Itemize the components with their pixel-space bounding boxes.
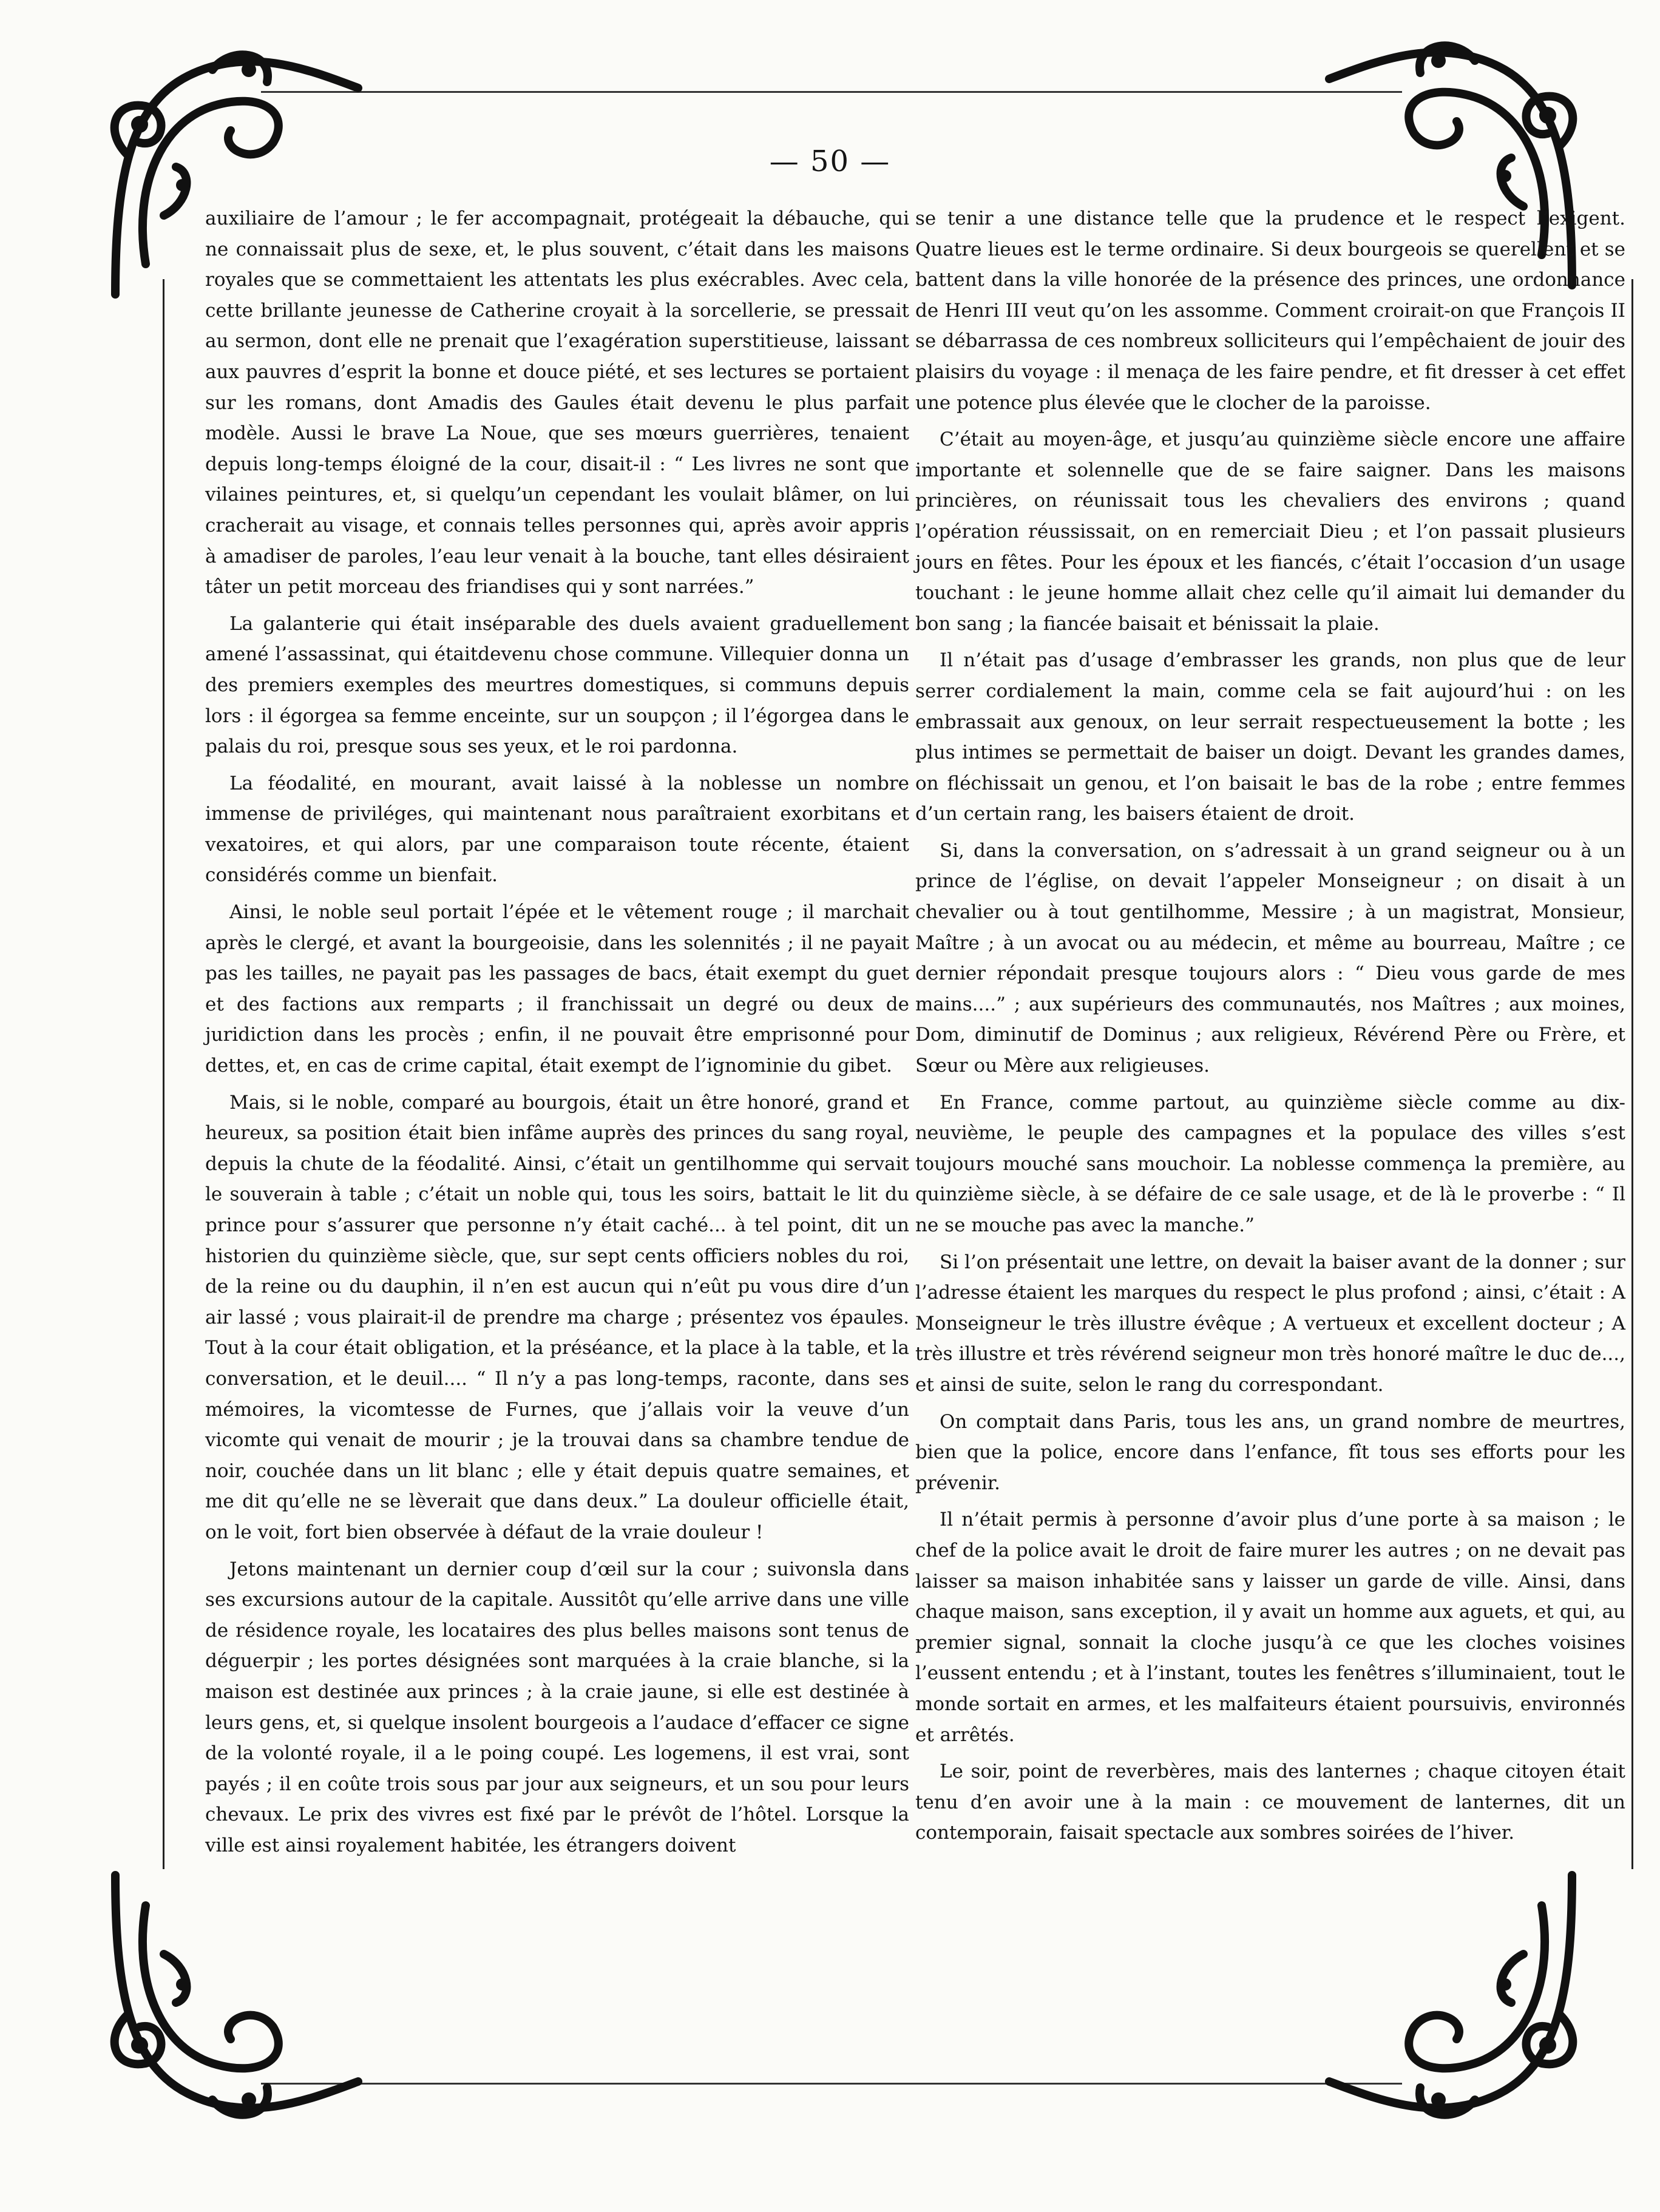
bottom-border-line <box>261 2083 1402 2085</box>
page-number: — 50 — <box>769 144 891 178</box>
paragraph: C’était au moyen-âge, et jusqu’au quinzième siècle encore une affaire importante et solennelle que de se faire saigner. Dans les maisons princières, on réunissait tous les chevaliers des environs ; quand l’opération réussissait, on en remerciait Dieu ; et l’on passait plusieurs jours en fêtes. Pour les époux et les fiancés, c’était l’occasion d’un usage touchant : le jeune homme allait chez celle qu’il aimait lui demander du bon sang ; la fiancée baisait et bénissait la plaie. <box>915 428 1625 635</box>
paragraph: Jetons maintenant un dernier coup d’œil sur la cour ; suivonsla dans ses excursions autour de la capitale. Aussitôt qu’elle arrive dans une ville de résidence royale, les locataires des plus belles maisons sont tenus de déguerpir ; les portes désignées sont marquées à la craie blanche, si la maison est destinée aux princes ; à la craie jaune, si elle est destinée à leurs gens, et, si quelque insolent bourgeois a l’audace d’effacer ce signe de la volonté royale, il a le poing coupé. Les logemens, il est vrai, sont payés ; il en coûte trois sous par jour aux seigneurs, et un sou pour leurs chevaux. Le prix des vivres est fixé par le prévôt de l’hôtel. Lorsque la ville est ainsi royalement habitée, les étrangers doivent <box>205 1558 909 1856</box>
paragraph: Il n’était pas d’usage d’embrasser les grands, non plus que de leur serrer cordialement la main, comme cela se fait aujourd’hui : on les embrassait aux genoux, on leur serrait respectueusement la botte ; les plus intimes se permettait de baiser un doigt. Devant les grandes dames, on fléchissait un genou, et l’on baisait le bas de la robe ; entre femmes d’un certain rang, les baisers étaient de droit. <box>915 649 1625 825</box>
left-border-line <box>163 279 164 1869</box>
right-border-line <box>1631 279 1633 1869</box>
left-column <box>205 203 909 1867</box>
right-column <box>915 203 1625 1855</box>
paragraph: auxiliaire de l’amour ; le fer accompagnait, protégeait la débauche, qui ne connaissait plus de sexe, et, le plus souvent, c’était dans les maisons royales que se commettaient les attentats les plus exécrables. Avec cela, cette brillante jeunesse de Catherine croyait à la sorcellerie, se pressait au sermon, dont elle ne prenait que l’exagération superstitieuse, laissant aux pauvres d’esprit la bonne et douce piété, et ses lectures se portaient sur les romans, dont Amadis des Gaules était devenu le plus parfait modèle. Aussi le brave La Noue, que ses mœurs guerrières, tenaient depuis long-temps éloigné de la cour, disait-il : “ Les livres ne sont que vilaines peintures, et, si quelqu’un cependant les voulait blâmer, on lui cracherait au visage, et connais telles personnes qui, après avoir appris à amadiser de paroles, l’eau leur venait à la bouche, tant elles désiraient tâter un petit morceau des friandises qui y sont narrées.” <box>205 208 909 598</box>
paragraph: On comptait dans Paris, tous les ans, un grand nombre de meurtres, bien que la police, encore dans l’enfance, fît tous ses efforts pour les prévenir. <box>915 1410 1625 1494</box>
paragraph: En France, comme partout, au quinzième siècle comme au dix-neuvième, le peuple des campagnes et la populace des villes s’est toujours mouché sans mouchoir. La noblesse commença la première, au quinzième siècle, à se défaire de ce sale usage, et de là le proverbe : “ Il ne se mouche pas avec la manche.” <box>915 1091 1625 1236</box>
paragraph: La galanterie qui était inséparable des duels avaient graduellement amené l’assassinat, qui étaitdevenu chose commune. Villequier donna un des premiers exemples des meurtres domestiques, si communs depuis lors : il égorgea sa femme enceinte, sur un soupçon ; il l’égorgea dans le palais du roi, presque sous ses yeux, et le roi pardonna. <box>205 612 909 758</box>
paragraph: Mais, si le noble, comparé au bourgois, était un être honoré, grand et heureux, sa position était bien infâme auprès des princes du sang royal, depuis la chute de la féodalité. Ainsi, c’était un gentilhomme qui servait le souverain à table ; c’était un noble qui, tous les soirs, battait le lit du prince pour s’assurer que personne n’y était caché... à tel point, dit un historien du quinzième siècle, que, sur sept cents officiers nobles du roi, de la reine ou du dauphin, il n’en est aucun qui n’eût pu vous dire d’un air lassé ; vous plairait-il de prendre ma charge ; présentez vos épaules. Tout à la cour était obligation, et la préséance, et la place à la table, et la conversation, et le deuil.... “ Il n’y a pas long-temps, raconte, dans ses mémoires, la vicomtesse de Furnes, que j’allais voir la veuve d’un vicomte qui venait de mourir ; je la trouvai dans sa chambre tendue de noir, couchée dans un lit blanc ; elle y était depuis quatre semaines, et me dit qu’elle ne se lèverait que dans deux.” La douleur officielle était, on le voit, fort bien observée à défaut de la vraie douleur ! <box>205 1091 909 1543</box>
paragraph: Le soir, point de reverbères, mais des lanternes ; chaque citoyen était tenu d’en avoir une à la main : ce mouvement de lanternes, dit un contemporain, faisait spectacle aux sombres soirées de l’hiver. <box>915 1760 1625 1844</box>
paragraph: se tenir a une distance telle que la prudence et le respect l’exigent. Quatre lieues est le terme ordinaire. Si deux bourgeois se querellent et se battent dans la ville honorée de la présence des princes, une ordonnance de Henri III veut qu’on les assomme. Comment croirait-on que François II se débarrassa de ces nombreux solliciteurs qui l’empêchaient de jouir des plaisirs du voyage : il menaça de les faire pendre, et fit dresser à cet effet une potence plus élevée que le clocher de la paroisse. <box>915 208 1625 414</box>
bottom-right-ornament-icon <box>1311 1851 1596 2136</box>
paragraph: Si l’on présentait une lettre, on devait la baiser avant de la donner ; sur l’adresse étaient les marques du respect le plus profond ; ainsi, c’était : A Monseigneur le très illustre évêque ; A vertueux et excellent docteur ; A très illustre et très révérend seigneur mon très honoré maître le duc de..., et ainsi de suite, selon le rang du correspondant. <box>915 1251 1625 1396</box>
paragraph: Ainsi, le noble seul portait l’épée et le vêtement rouge ; il marchait après le clergé, et avant la bourgeoisie, dans les solennités ; il ne payait pas les tailles, ne payait pas les passages de bacs, était exempt du guet et des factions aux remparts ; il franchissait un degré ou deux de juridiction dans les procès ; enfin, il ne pouvait être emprisonné pour dettes, et, en cas de crime capital, était exempt de l’ignominie du gibet. <box>205 901 909 1077</box>
paragraph: La féodalité, en mourant, avait laissé à la noblesse un nombre immense de priviléges, qui maintenant nous paraîtraient exorbitans et vexatoires, et qui alors, par une comparaison toute récente, étaient considérés comme un bienfait. <box>205 772 909 887</box>
bottom-left-ornament-icon <box>91 1851 376 2136</box>
paragraph: Si, dans la conversation, on s’adressait à un grand seigneur ou à un prince de l’église, on devait l’appeler Monseigneur ; on disait à un chevalier ou à tout gentilhomme, Messire ; à un magistrat, Monsieur, Maître ; à un avocat ou au médecin, et même au bourreau, Maître ; ce dernier répondait presque toujours alors : “ Dieu vous garde de mes mains....” ; aux supérieurs des communautés, nos Maîtres ; aux moines, Dom, diminutif de Dominus ; aux religieux, Révérend Père ou Frère, et Sœur ou Mère aux religieuses. <box>915 839 1625 1077</box>
top-border-line <box>261 91 1402 93</box>
paragraph: Il n’était permis à personne d’avoir plus d’une porte à sa maison ; le chef de la police avait le droit de faire murer les autres ; on ne devait pas laisser sa maison inhabitée sans y laisser un garde de ville. Ainsi, dans chaque maison, sans exception, il y avait un homme aux aguets, et qui, au premier signal, sonnait la cloche jusqu’à ce que les cloches voisines l’eussent entendu ; et à l’instant, toutes les fenêtres s’illuminaient, tout le monde sortait en armes, et les malfaiteurs étaient poursuivis, environnés et arrêtés. <box>915 1509 1625 1746</box>
